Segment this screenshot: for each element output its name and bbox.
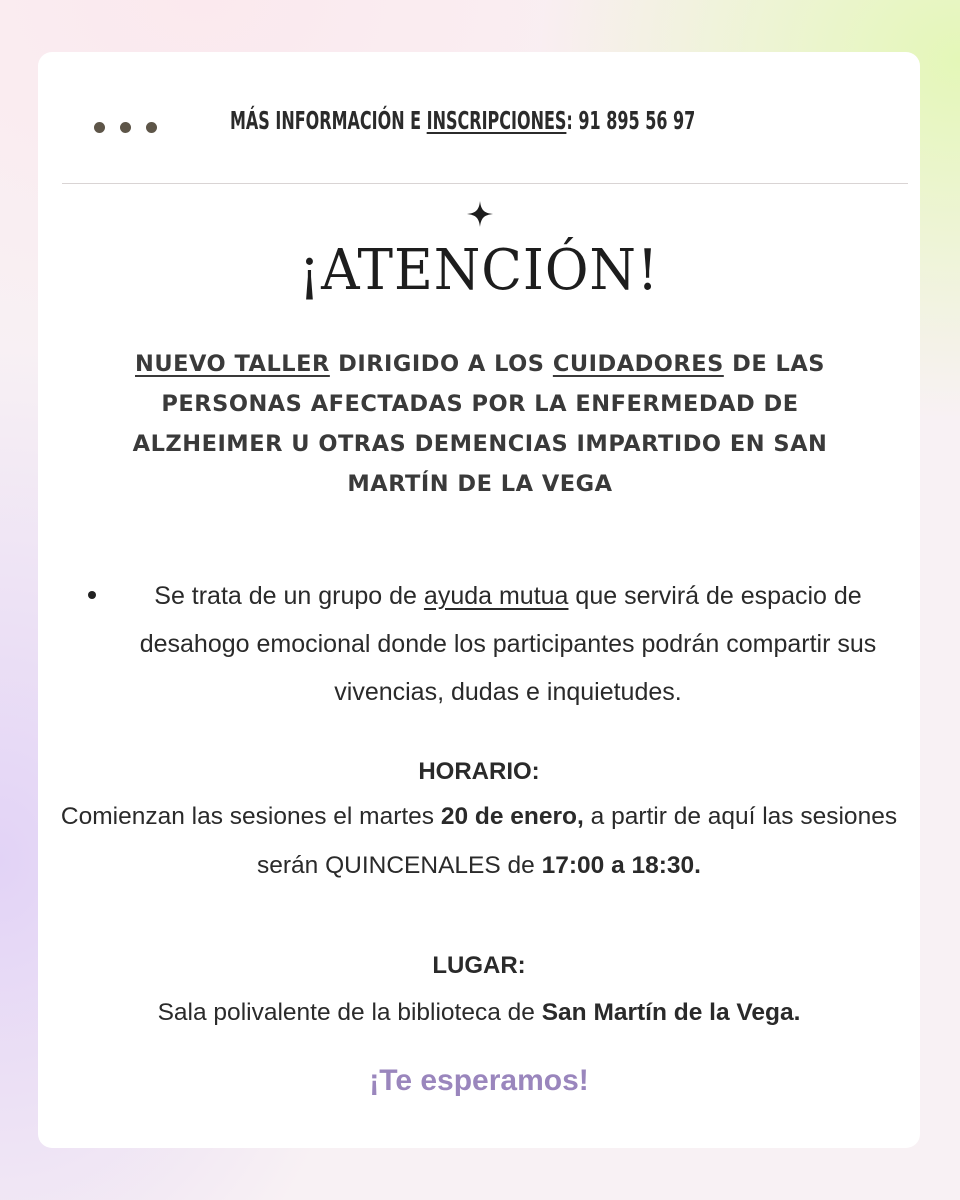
ellipsis-icon [94,122,160,136]
closing-message: ¡Te esperamos! [369,1064,589,1097]
intro-text-part: DE LAS PERSONAS AFECTADAS POR LA ENFERMEDAD DE ALZHEIMER U OTRAS DEMENCIAS IMPARTIDO EN SAN MARTÍN DE LA VEGA [132,351,828,497]
contact-registrations: INSCRIPCIONES [426,106,567,135]
contact-prefix: MÁS INFORMACIÓN E [230,106,422,135]
dot [146,122,157,133]
intro-text-part: DIRIGIDO A LOS [329,351,553,377]
schedule-text-part: a partir de aquí las sesiones serán QUINCENALES de [257,803,898,879]
sparkle-icon [466,200,494,228]
schedule-text [48,792,910,890]
flyer-card [38,52,920,1148]
bullet-text-part: Se trata de un grupo de [154,582,424,610]
bullet-text [128,572,888,716]
intro-new-workshop: NUEVO TALLER [135,351,330,377]
header-divider [62,183,908,184]
bullet-text-part: que servirá de espacio de desahogo emocional donde los participantes podrán compartir sus vivencias, dudas e inquietudes. [139,582,877,706]
bullet-icon [88,591,96,599]
page-title: ¡ATENCIÓN! [298,238,660,303]
location-place: San Martín de la Vega. [541,999,801,1026]
contact-info [230,106,695,135]
schedule-start-date: 20 de enero, [440,803,584,830]
location-label: LUGAR: [432,952,526,979]
location-text-part: Sala polivalente de la biblioteca de [157,999,542,1026]
intro-text [88,344,872,504]
intro-caregivers: CUIDADORES [552,351,724,377]
dot [94,122,105,133]
location-text [48,988,910,1037]
schedule-label: HORARIO: [418,758,540,785]
contact-phone: : 91 895 56 97 [566,106,696,135]
schedule-time: 17:00 a 18:30. [541,852,701,879]
header-bar [38,52,920,184]
bullet-mutual-help: ayuda mutua [423,582,569,610]
dot [120,122,131,133]
schedule-text-part: Comienzan las sesiones el martes [60,803,441,830]
